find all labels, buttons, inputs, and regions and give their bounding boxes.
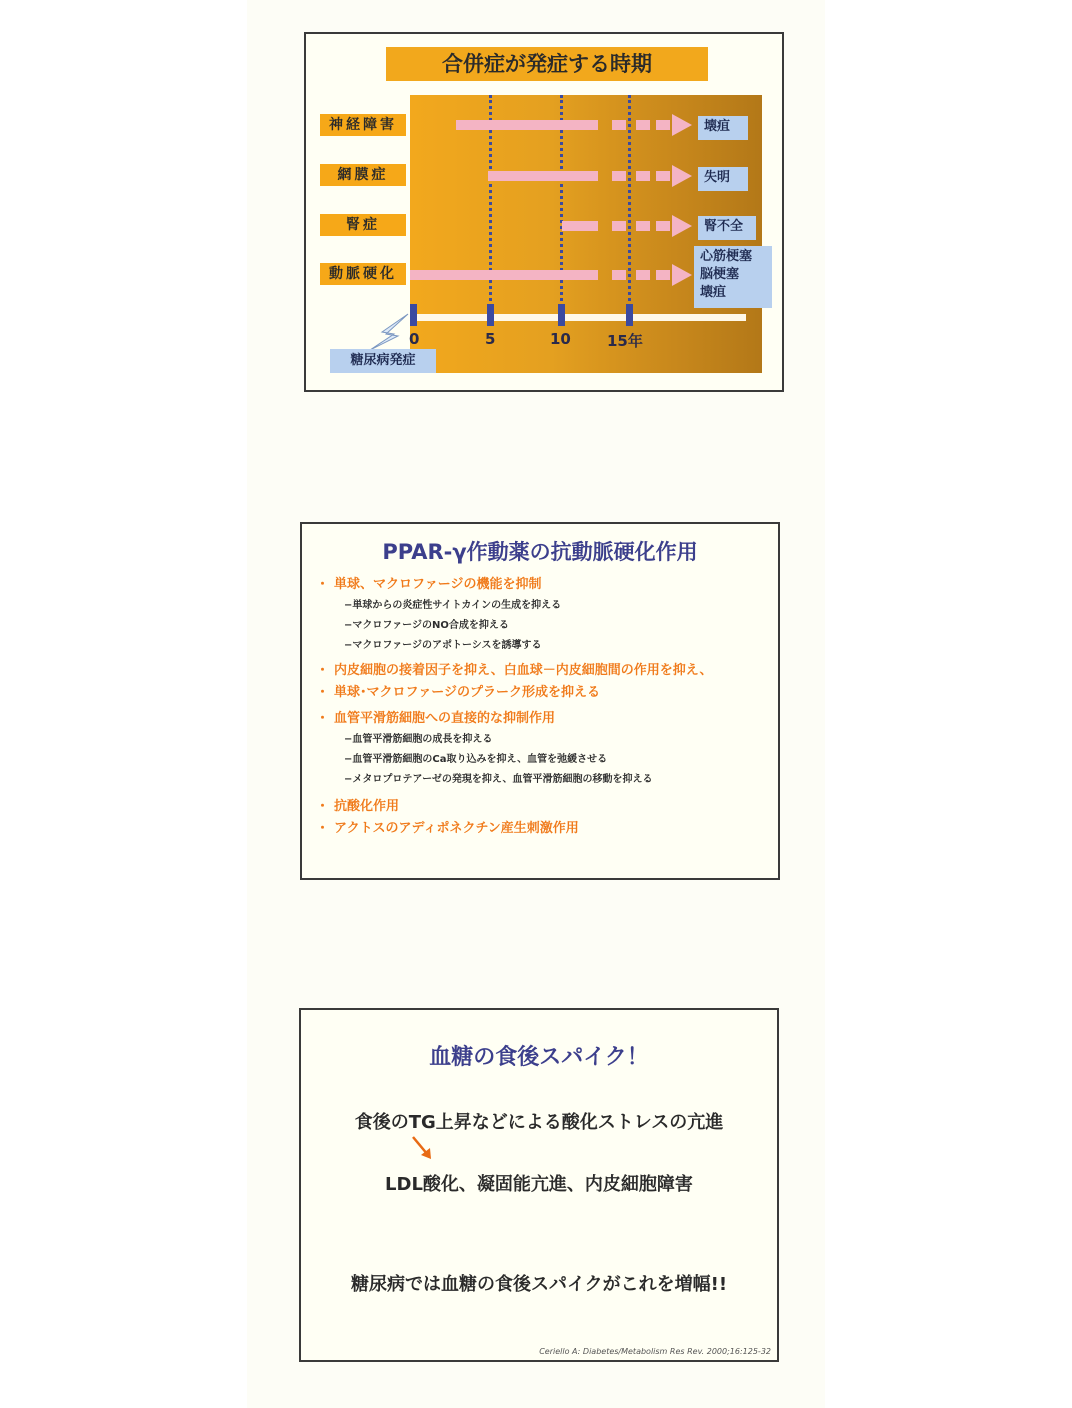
nephropathy-dash [636,221,650,231]
row-label-retinopathy: 網膜症 [320,164,406,186]
consequence-line: LDL酸化、凝固能亢進、内皮細胞障害 [385,1174,693,1195]
sub-bullet: −メタロプロテアーゼの発現を抑え、血管平滑筋細胞の移動を抑える [344,774,653,785]
outcome-gangrene-2: 壊疽 [700,285,727,300]
tick-label-0: 0 [409,330,420,348]
atherosclerosis-dash [656,270,670,280]
slide2-title: PPAR-γ作動薬の抗動脈硬化作用 [382,540,698,564]
tick-label-10: 10 [550,330,571,348]
nephropathy-arrowhead [672,215,692,237]
tick-15 [626,304,633,326]
tick-5 [487,304,494,326]
neuropathy-dash [612,120,626,130]
oxidative-stress-line: 食後のTG上昇などによる酸化ストレスの亢進 [354,1112,724,1133]
complication-timeline-slide [304,32,784,392]
nephropathy-dash [656,221,670,231]
neuropathy-dash [636,120,650,130]
neuropathy-dash [656,120,670,130]
slide1-title: 合併症が発症する時期 [386,47,708,81]
tick-label-5: 5 [485,330,496,348]
nephropathy-bar [562,221,598,231]
outcome-atherosclerosis-list [694,246,772,308]
retinopathy-dash [656,171,670,181]
bullet-2-continued [316,682,772,704]
amplification-line: 糖尿病では血糖の食後スパイクがこれを増幅!! [350,1274,728,1295]
outcome-renal-failure: 腎不全 [698,216,756,240]
bullet-5: ・ アクトスのアディポネクチン産生刺激作用 [316,818,772,840]
row-label-nephropathy: 腎症 [320,214,406,236]
retinopathy-bar [488,171,598,181]
row-label-neuropathy: 神経障害 [320,114,406,136]
atherosclerosis-arrowhead [672,264,692,286]
bullet-3: ・ 血管平滑筋細胞への直接的な抑制作用 [316,708,772,730]
sub-bullet: −マクロファージのNO合成を抑える [344,620,509,631]
atherosclerosis-bar [410,270,598,280]
retinopathy-dash [636,171,650,181]
diabetes-onset-label: 糖尿病発症 [330,349,436,373]
outcome-gangrene: 壊疽 [698,116,748,140]
tick-10 [558,304,565,326]
time-axis [410,314,746,321]
sub-bullet: −マクロファージのアポトーシスを誘導する [344,640,542,651]
outcome-mi: 心筋梗塞 [700,249,753,264]
tick-label-15: 15年 [607,332,643,350]
sub-bullet: −血管平滑筋細胞の成長を抑える [344,734,493,745]
bullet-2: ・ 内皮細胞の接着因子を抑え、白血球－内皮細胞間の作用を抑え、 [316,660,772,682]
ppar-gamma-slide [300,522,780,880]
outcome-stroke: 脳梗塞 [700,267,740,282]
slide3-title: 血糖の食後スパイク！ [429,1045,649,1070]
citation: Ceriello A: Diabetes/Metabolism Res Rev. 2000;16:125-32 [539,1347,771,1356]
neuropathy-bar [456,120,598,130]
retinopathy-arrowhead [672,165,692,187]
outcome-blindness: 失明 [698,167,748,191]
nephropathy-dash [612,221,626,231]
atherosclerosis-dash [636,270,650,280]
lightning-bolt-icon [368,312,414,352]
retinopathy-dash [612,171,626,181]
bullet-2-cont-text: 単球･マクロファージのプラーク形成を抑える [334,685,600,700]
bullet-list [316,574,772,840]
bullet-4: ・ 抗酸化作用 [316,796,772,818]
neuropathy-arrowhead [672,114,692,136]
sub-bullet: −単球からの炎症性サイトカインの生成を抑える [344,600,562,611]
sub-bullet: −血管平滑筋細胞のCa取り込みを抑え、血管を弛緩させる [344,754,608,765]
atherosclerosis-dash [612,270,626,280]
postprandial-spike-slide [299,1008,779,1362]
down-right-arrow-icon [409,1134,435,1162]
year15-dashed-line [628,95,631,325]
bullet-1: ・ 単球、マクロファージの機能を抑制 [316,574,772,596]
row-label-atherosclerosis: 動脈硬化 [320,263,406,285]
